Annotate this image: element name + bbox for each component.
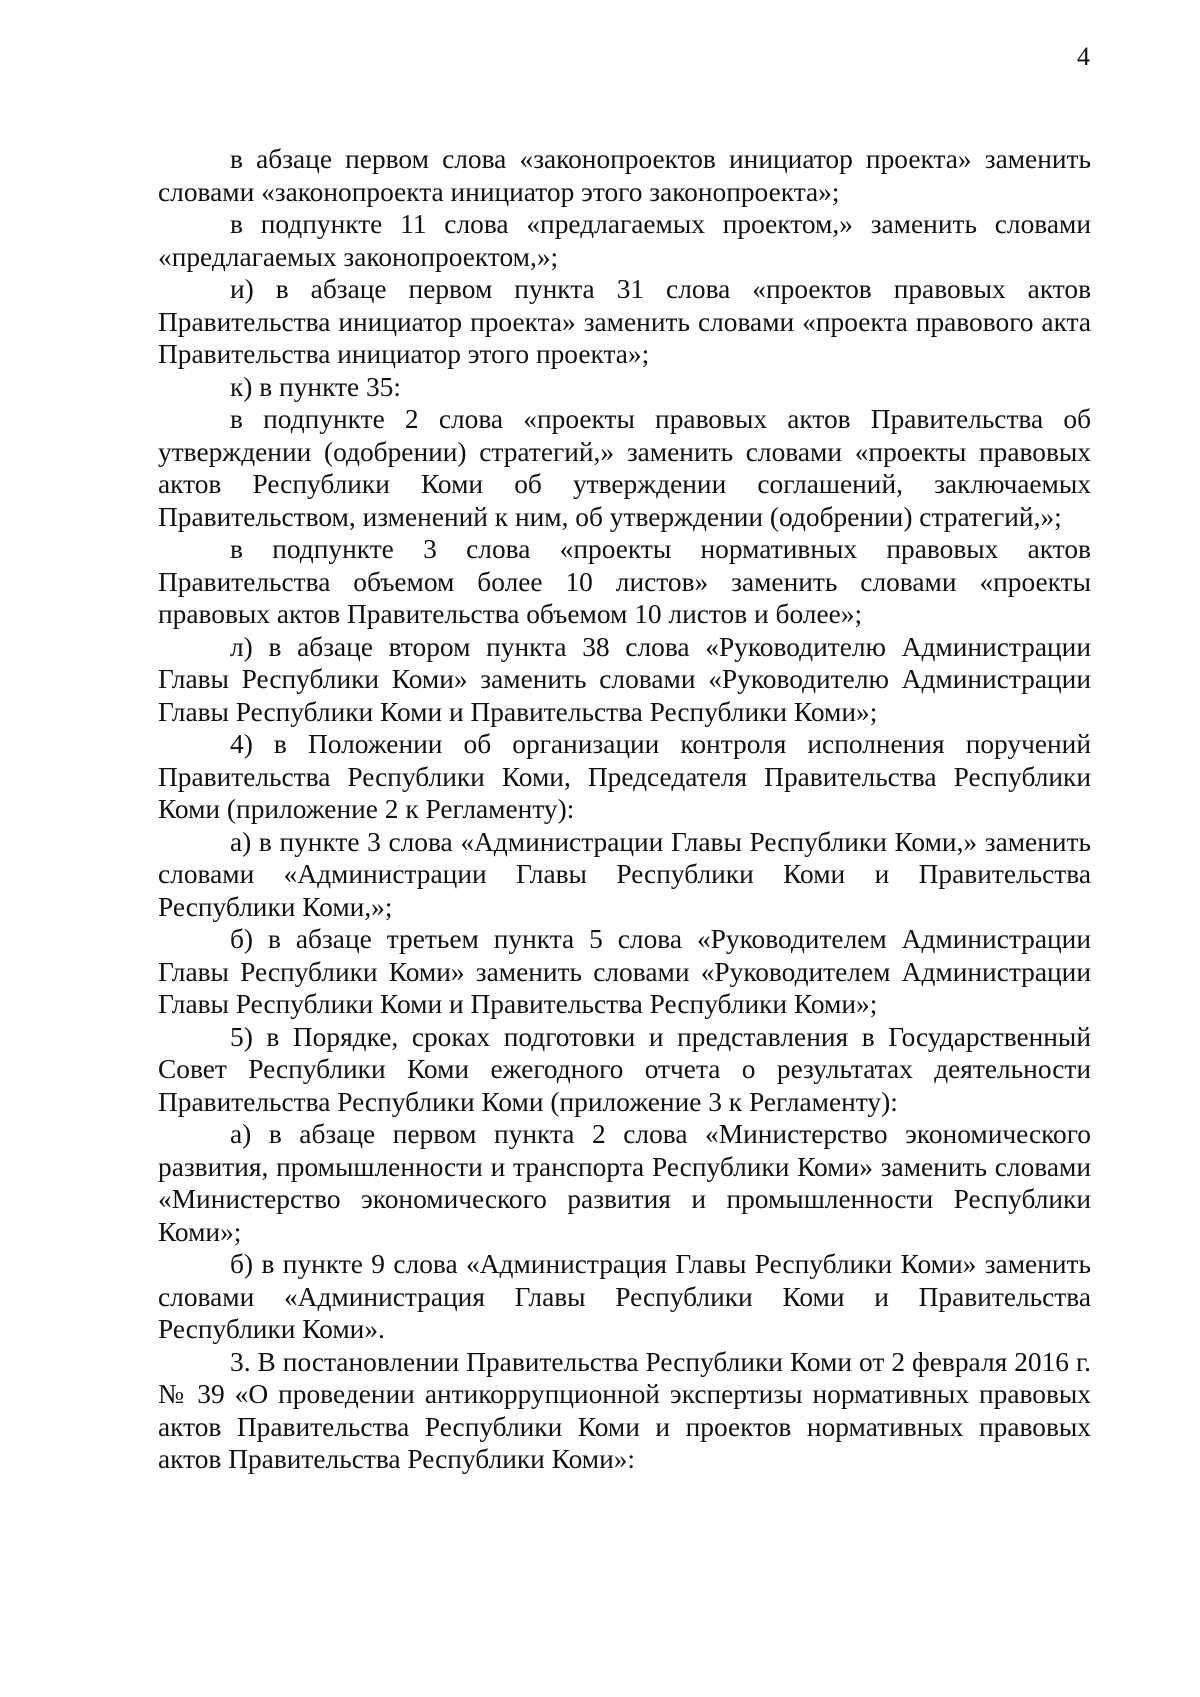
paragraph: в подпункте 11 слова «предлагаемых проектом,» заменить словами «предлагаемых законопроектом,»; xyxy=(158,209,1091,272)
paragraph: в подпункте 2 слова «проекты правовых актов Правительства об утверждении (одобрении) стратегий,» заменить словами «проекты правовых актов Республики Коми об утверждении соглашений, заключаемых Правительством, изменений к ним, об утверждении (одобрении) стратегий,»; xyxy=(158,404,1091,532)
paragraph: в подпункте 3 слова «проекты нормативных правовых актов Правительства объемом более 10 листов» заменить словами «проекты правовых актов Правительства объемом 10 листов и более»; xyxy=(158,534,1091,629)
paragraph: в абзаце первом слова «законопроектов инициатор проекта» заменить словами «законопроекта инициатор этого законопроекта»; xyxy=(158,144,1091,207)
paragraph: 3. В постановлении Правительства Республики Коми от 2 февраля 2016 г. № 39 «О проведении антикоррупционной экспертизы нормативных правовых актов Правительства Республики Коми и проектов нормативных правовых актов Правительства Республики Коми»: xyxy=(158,1346,1091,1474)
paragraph: а) в пункте 3 слова «Администрации Главы Республики Коми,» заменить словами «Администрации Главы Республики Коми и Правительства Республики Коми,»; xyxy=(158,826,1091,922)
paragraph: б) в абзаце третьем пункта 5 слова «Руководителем Администрации Главы Республики Коми» заменить словами «Руководителем Администрации Главы Республики Коми и Правительства Республики Коми»; xyxy=(158,924,1091,1019)
page-number: 4 xyxy=(1077,42,1090,71)
paragraph: а) в абзаце первом пункта 2 слова «Министерство экономического развития, промышленности и транспорта Республики Коми» заменить словами «Министерство экономического развития и промышленности Республики Коми»; xyxy=(158,1119,1091,1247)
paragraph: к) в пункте 35: xyxy=(230,371,401,402)
paragraph: 4) в Положении об организации контроля исполнения поручений Правительства Республики Коми, Председателя Правительства Республики Коми (приложение 2 к Регламенту): xyxy=(158,729,1091,824)
paragraph: 5) в Порядке, сроках подготовки и представления в Государственный Совет Республики Коми ежегодного отчета о результатах деятельности Правительства Республики Коми (приложение 3 к Регламенту): xyxy=(158,1021,1091,1117)
paragraph: б) в пункте 9 слова «Администрация Главы Республики Коми» заменить словами «Администрация Главы Республики Коми и Правительства Республики Коми». xyxy=(158,1249,1091,1344)
document-body xyxy=(158,143,1091,1476)
paragraph: л) в абзаце втором пункта 38 слова «Руководителю Администрации Главы Республики Коми» заменить словами «Руководителю Администрации Главы Республики Коми и Правительства Республики Коми»; xyxy=(158,631,1091,727)
paragraph: и) в абзаце первом пункта 31 слова «проектов правовых актов Правительства инициатор проекта» заменить словами «проекта правового акта Правительства инициатор этого проекта»; xyxy=(158,274,1091,369)
